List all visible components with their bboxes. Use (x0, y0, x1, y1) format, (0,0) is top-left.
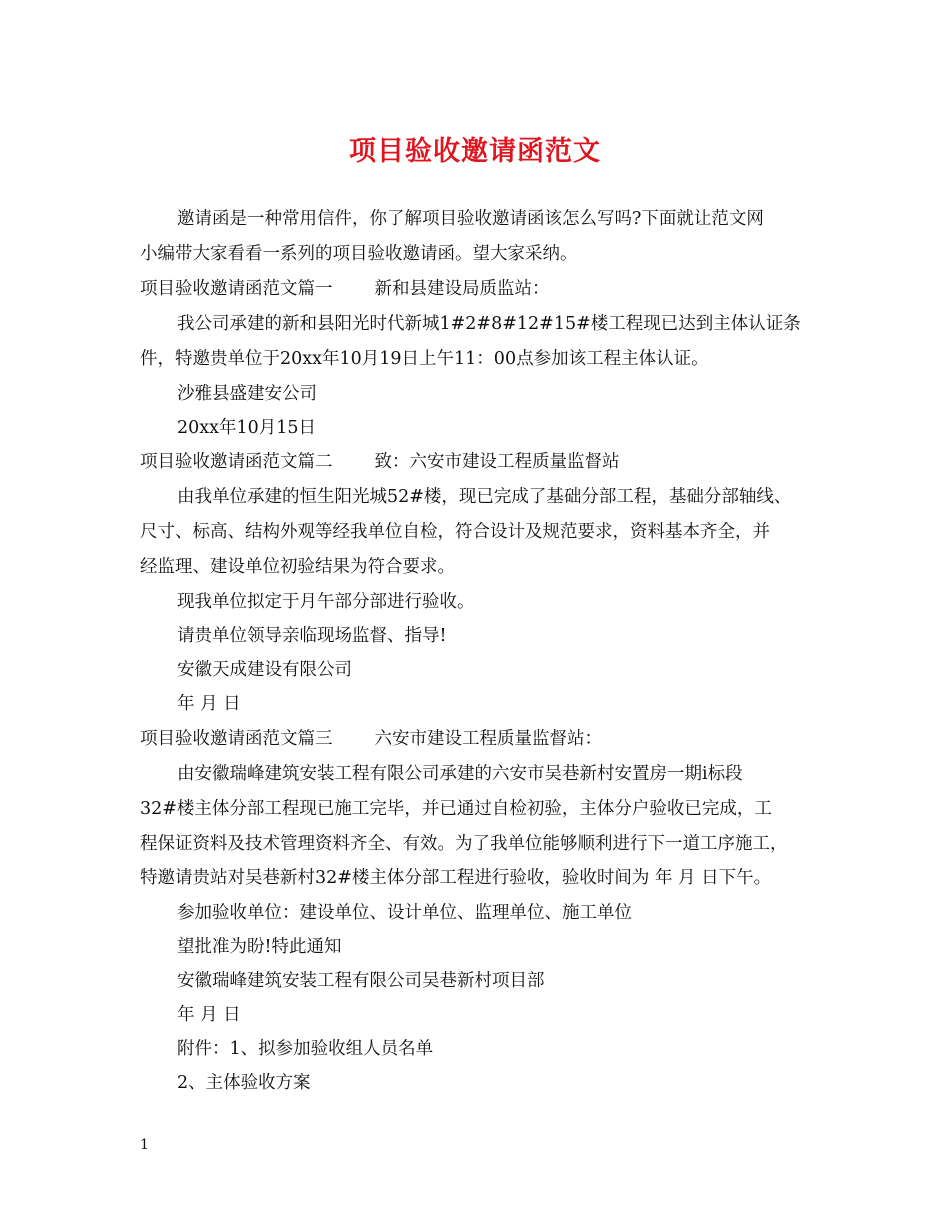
section-3-recipient: 六安市建设工程质量监督站： (374, 729, 602, 749)
section-2-paragraph-line-2: 尺寸、标高、结构外观等经我单位自检，符合设计及规范要求，资料基本齐全，并 (140, 522, 770, 542)
section-3-attachment-1: 附件：1、拟参加验收组人员名单 (177, 1039, 434, 1059)
page-number: 1 (140, 1137, 149, 1153)
section-2-paragraph-line-4: 现我单位拟定于月午部分部进行验收。 (177, 592, 475, 612)
intro-line-1: 邀请函是一种常用信件，你了解项目验收邀请函该怎么写吗?下面就让范文网 (177, 209, 764, 229)
section-3-heading: 项目验收邀请函范文篇三 (140, 729, 333, 749)
intro-line-2: 小编带大家看看一系列的项目验收邀请函。望大家采纳。 (140, 244, 578, 264)
section-1-signature: 沙雅县盛建安公司 (177, 384, 317, 404)
section-3-paragraph-line-6: 望批准为盼!特此通知 (177, 937, 342, 957)
section-2-paragraph-line-5: 请贵单位领导亲临现场监督、指导! (177, 626, 447, 646)
section-2-paragraph-line-1: 由我单位承建的恒生阳光城52#楼，现已完成了基础分部工程，基础分部轴线、 (177, 487, 792, 507)
section-2-paragraph-line-3: 经监理、建设单位初验结果为符合要求。 (140, 557, 455, 577)
section-1-heading-line (140, 278, 550, 300)
section-3-paragraph-line-5: 参加验收单位：建设单位、设计单位、监理单位、施工单位 (177, 903, 632, 923)
section-3-paragraph-line-2: 32#楼主体分部工程现已施工完毕，并已通过自检初验，主体分户验收已完成，工 (140, 799, 772, 819)
section-1-recipient: 新和县建设局质监站： (374, 279, 550, 299)
section-1-paragraph-line-1: 我公司承建的新和县阳光时代新城1#2#8#12#15#楼工程现已达到主体认证条 (177, 314, 801, 334)
section-2-date: 年 月 日 (177, 694, 241, 714)
section-3-paragraph-line-4: 特邀请贵站对吴巷新村32#楼主体分部工程进行验收，验收时间为 年 月 日下午。 (140, 868, 772, 888)
section-1-heading: 项目验收邀请函范文篇一 (140, 279, 333, 299)
section-3-paragraph-line-3: 程保证资料及技术管理资料齐全、有效。为了我单位能够顺利进行下一道工序施工， (140, 834, 788, 854)
section-1-date: 20xx年10月15日 (177, 418, 317, 438)
section-3-attachment-2: 2、主体验收方案 (177, 1073, 311, 1093)
section-3-heading-line (140, 728, 602, 750)
section-2-recipient: 致：六安市建设工程质量监督站 (374, 452, 620, 472)
section-3-signature: 安徽瑞峰建筑安装工程有限公司吴巷新村项目部 (177, 971, 545, 991)
section-3-paragraph-line-1: 由安徽瑞峰建筑安装工程有限公司承建的六安市吴巷新村安置房一期ⅰ标段 (177, 764, 743, 784)
section-1-paragraph-line-2: 件，特邀贵单位于20xx年10月19日上午11：00点参加该工程主体认证。 (140, 349, 709, 369)
section-2-heading: 项目验收邀请函范文篇二 (140, 452, 333, 472)
page-title: 项目验收邀请函范文 (349, 136, 601, 167)
section-2-heading-line (140, 451, 620, 473)
section-3-date: 年 月 日 (177, 1005, 241, 1025)
section-2-signature: 安徽天成建设有限公司 (177, 660, 352, 680)
